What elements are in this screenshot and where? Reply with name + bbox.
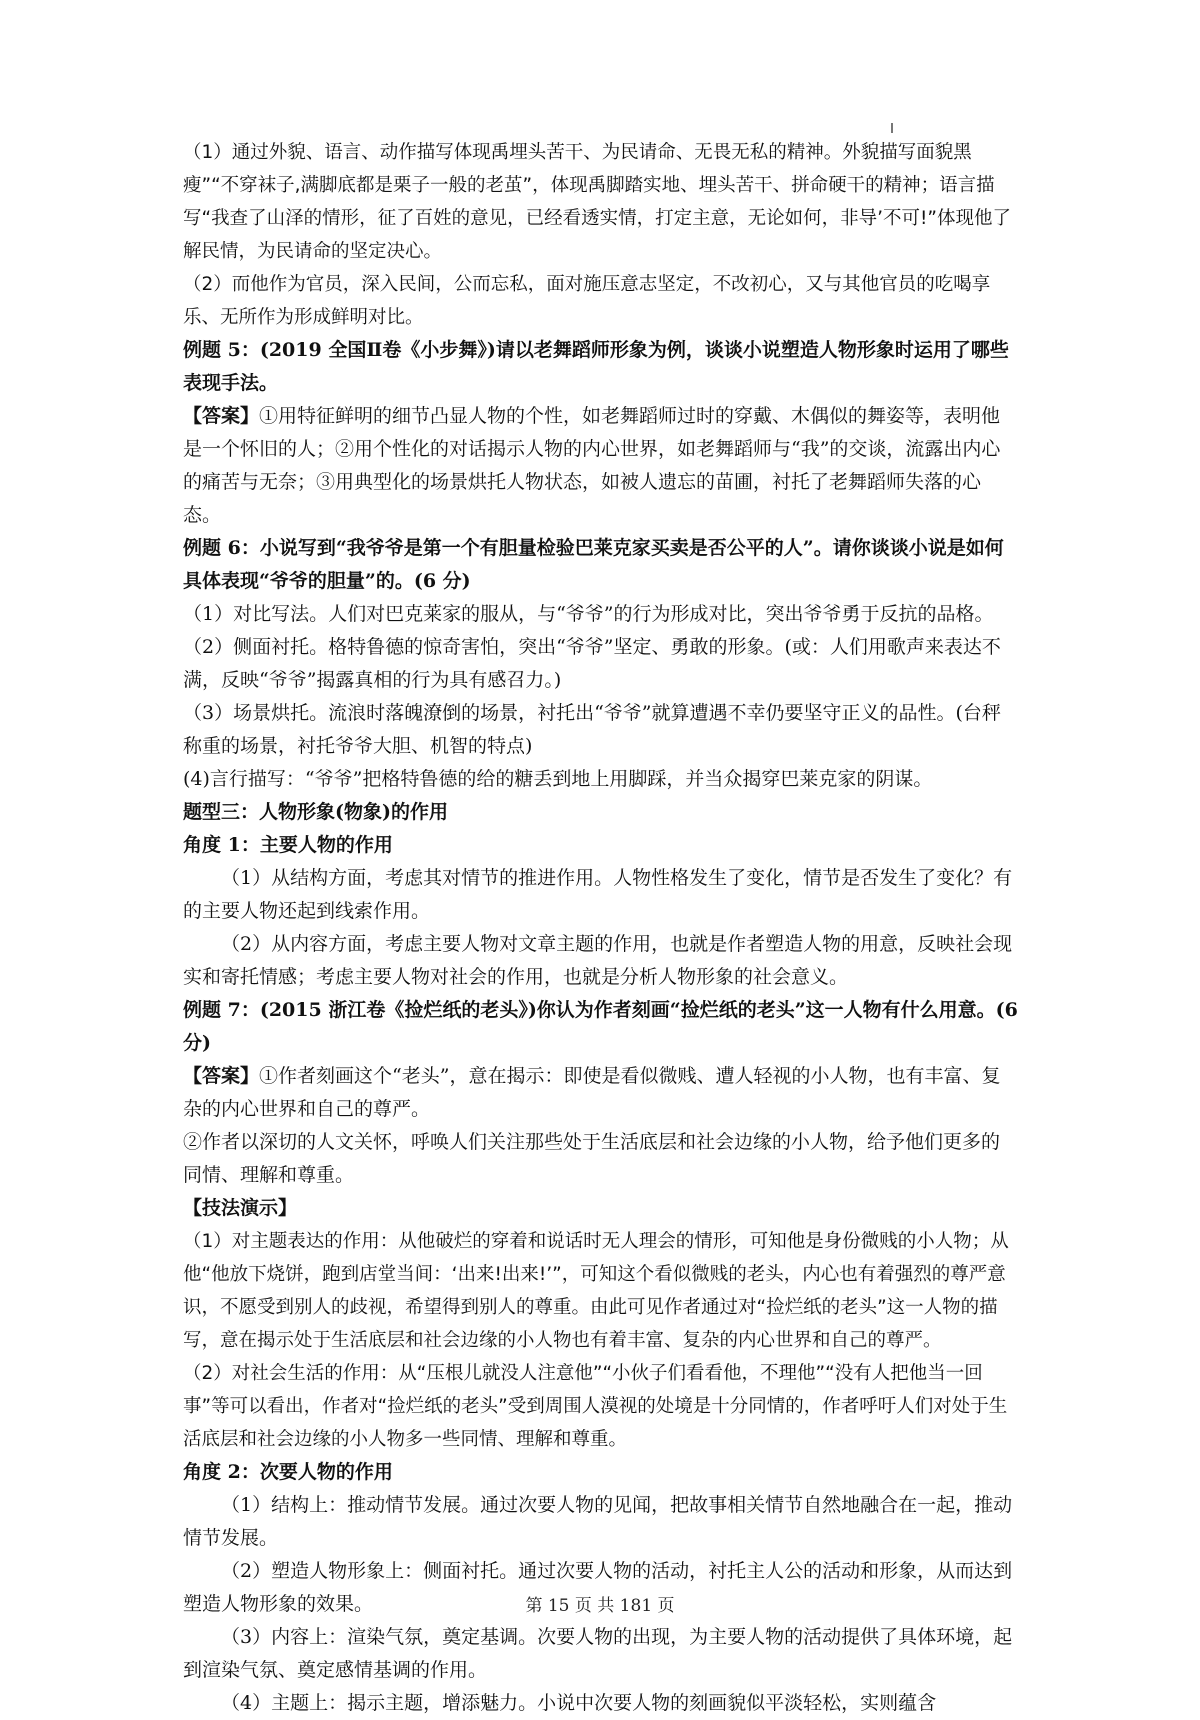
technique-point-2: （2）对社会生活的作用：从“压根儿就没人注意他”“小伙子们看看他，不理他”“没有人把他当一回事”等可以看出，作者对“捡烂纸的老头”受到周围人漠视的处境是十分同情的，作者呼吁人们对处于生活底层和社会边缘的小人物多一些同情、理解和尊重。 (183, 1363, 1008, 1450)
answer-label: 【答案】 (183, 1065, 260, 1087)
example-7-answer (183, 1060, 1018, 1126)
example-6-point-3: （3）场景烘托。流浪时落魄潦倒的场景，衬托出“爷爷”就算遭遇不幸仍要坚守正义的品性。(台秤称重的场景，衬托爷爷大胆、机智的特点) (183, 702, 1001, 757)
answer-text: ①用特征鲜明的细节凸显人物的个性，如老舞蹈师过时的穿戴、木偶似的舞姿等，表明他是一个怀旧的人；②用个性化的对话揭示人物的内心世界，如老舞蹈师与“我”的交谈，流露出内心的痛苦与无奈；③用典型化的场景烘托人物状态，如被人遗忘的苗圃，衬托了老舞蹈师失落的心态。 (183, 405, 1001, 526)
angle-1-point-2: （2）从内容方面，考虑主要人物对文章主题的作用，也就是作者塑造人物的用意，反映社会现实和寄托情感；考虑主要人物对社会的作用，也就是分析人物形象的社会意义。 (183, 933, 1013, 988)
subheading-angle-2: 角度 2：次要人物的作用 (183, 1461, 393, 1483)
section-heading: 题型三：人物形象(物象)的作用 (183, 801, 448, 823)
example-7-question: 例题 7：(2015 浙江卷《捡烂纸的老头》)你认为作者刻画“捡烂纸的老头”这一人物有什么用意。(6 分) (183, 999, 1018, 1054)
subheading-angle-1: 角度 1：主要人物的作用 (183, 834, 393, 856)
example-6-point-2: （2）侧面衬托。格特鲁德的惊奇害怕，突出“爷爷”坚定、勇敢的形象。(或：人们用歌声来表达不满，反映“爷爷”揭露真相的行为具有感召力。) (183, 636, 1001, 691)
page-footer: 第 15 页 共 181 页 (525, 1596, 675, 1616)
example-6-point-1: （1）对比写法。人们对巴克莱家的服从，与“爷爷”的行为形成对比，突出爷爷勇于反抗的品格。 (183, 603, 994, 625)
answer-point-2: （2）而他作为官员，深入民间，公而忘私，面对施压意志坚定，不改初心，又与其他官员的吃喝享乐、无所作为形成鲜明对比。 (183, 274, 991, 328)
answer-point-1: （1）通过外貌、语言、动作描写体现禹埋头苦干、为民请命、无畏无私的精神。外貌描写面貌黑瘦”“不穿袜子,满脚底都是栗子一般的老茧”，体现禹脚踏实地、埋头苦干、拼命硬干的精神；语言描写“我查了山泽的情形，征了百姓的意见，已经看透实情，打定主意，无论如何，非导’不可!”体现他了解民情，为民请命的坚定决心。 (183, 142, 1011, 262)
example-6-point-4: (4)言行描写：“爷爷”把格特鲁德的给的糖丢到地上用脚踩，并当众揭穿巴莱克家的阴谋。 (183, 768, 933, 790)
example-5-question: 例题 5：(2019 全国Ⅱ卷《小步舞》)请以老舞蹈师形象为例，谈谈小说塑造人物形象时运用了哪些表现手法。 (183, 339, 1009, 394)
angle-2-point-4: （4）主题上：揭示主题，增添魅力。小说中次要人物的刻画貌似平淡轻松，实则蕴含 (221, 1692, 937, 1714)
example-7-answer-2: ②作者以深切的人文关怀，呼唤人们关注那些处于生活底层和社会边缘的小人物，给予他们更多的同情、理解和尊重。 (183, 1131, 1001, 1186)
answer-label: 【答案】 (183, 405, 260, 427)
angle-2-point-3: （3）内容上：渲染气氛，奠定基调。次要人物的出现，为主要人物的活动提供了具体环境，起到渲染气氛、奠定感情基调的作用。 (183, 1626, 1013, 1681)
angle-2-point-1: （1）结构上：推动情节发展。通过次要人物的见闻，把故事相关情节自然地融合在一起，推动情节发展。 (183, 1494, 1013, 1549)
angle-2-point-2: （2）塑造人物形象上：侧面衬托。通过次要人物的活动，衬托主人公的活动和形象，从而达到塑造人物形象的效果。 (183, 1560, 1013, 1615)
page-content (183, 136, 1018, 1720)
technique-point-1: （1）对主题表达的作用：从他破烂的穿着和说话时无人理会的情形，可知他是身份微贱的小人物；从他“他放下烧饼，跑到店堂当间：‘出来!出来!’”，可知这个看似微贱的老头，内心也有着强烈的尊严意识，不愿受到别人的歧视，希望得到别人的尊重。由此可见作者通过对“捡烂纸的老头”这一人物的描写，意在揭示处于生活底层和社会边缘的小人物也有着丰富、复杂的内心世界和自己的尊严。 (183, 1231, 1009, 1351)
answer-text: ①作者刻画这个“老头”，意在揭示：即使是看似微贱、遭人轻视的小人物，也有丰富、复杂的内心世界和自己的尊严。 (183, 1065, 1001, 1120)
technique-heading: 【技法演示】 (183, 1197, 298, 1219)
margin-mark (891, 123, 893, 133)
example-5-answer (183, 400, 1018, 532)
example-6-question: 例题 6：小说写到“我爷爷是第一个有胆量检验巴莱克家买卖是否公平的人”。请你谈谈小说是如何具体表现“爷爷的胆量”的。(6 分) (183, 537, 1004, 592)
angle-1-point-1: （1）从结构方面，考虑其对情节的推进作用。人物性格发生了变化，情节是否发生了变化？有的主要人物还起到线索作用。 (183, 867, 1013, 922)
